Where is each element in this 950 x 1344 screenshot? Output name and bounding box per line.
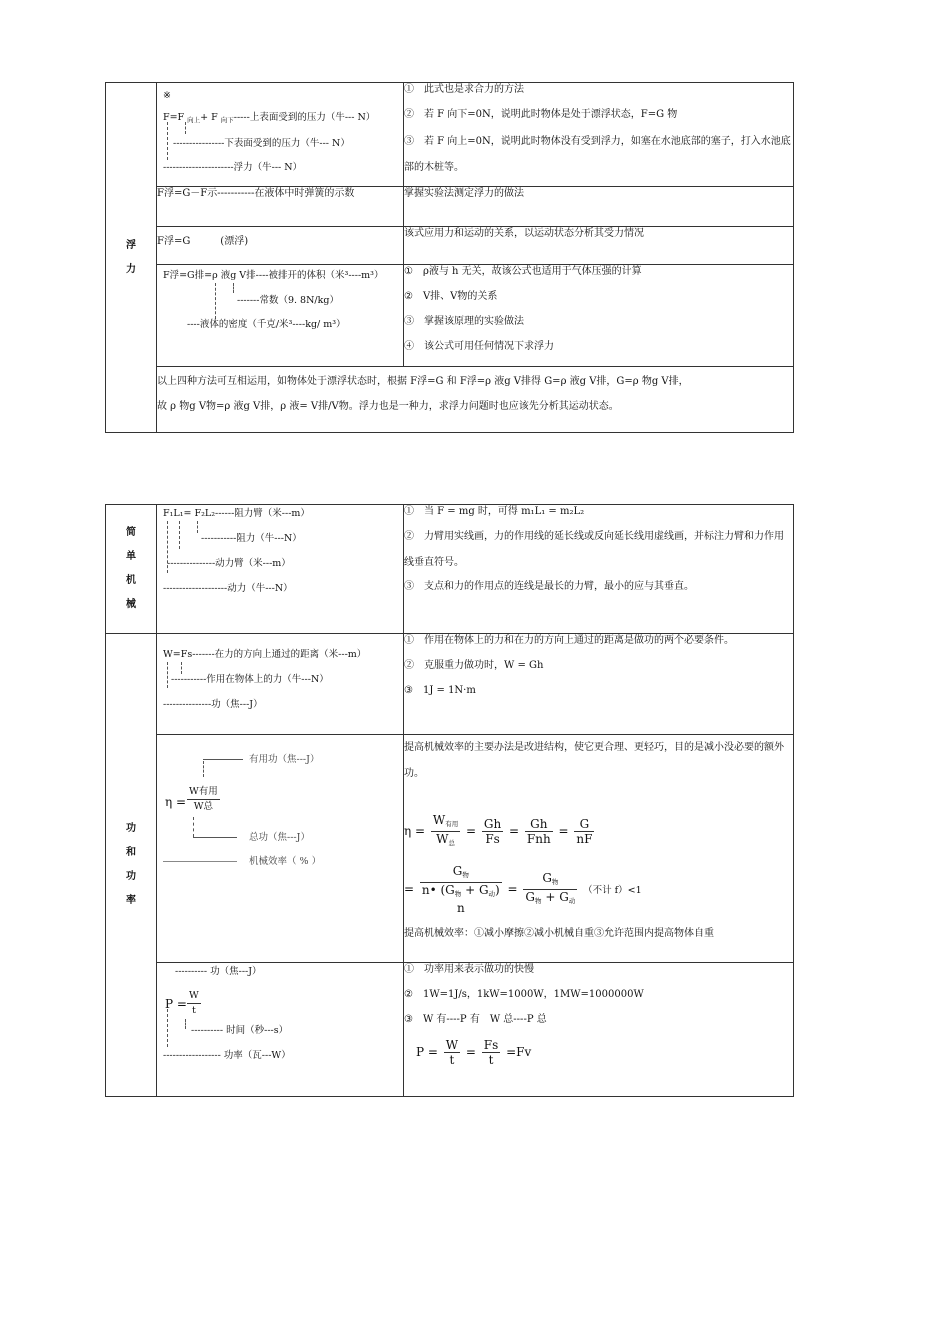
efficiency-equation-1: η = $\frac{W_{有用}}{W_总}$ = $\frac{Gh}{Fs}$ = $\frac{Gh}{\text{Fnh}}$ = $\frac{G}{nF}$: [404, 813, 593, 847]
mechanics-table: [105, 504, 794, 1097]
buoyancy-category: 浮 力: [106, 83, 157, 433]
power-notes: ① 功率用来表示做功的快慢 ② 1W=1J/s，1kW=1000W，1MW=1000000W ③ W 有----P 有 W 总----P 总 P = $\frac{W}{t}$ = $\frac{Fs}{t}$ =Fv: [404, 963, 794, 1097]
work-notes: ① 作用在物体上的力和在力的方向上通过的距离是做功的两个必要条件。 ② 克服重力做功时，W = Gh ③ 1J = 1N·m: [404, 634, 794, 735]
buoyancy-notes-1: ① 此式也是求合力的方法 ② 若 F 向下=0N，说明此时物体是处于漂浮状态，F=G 物 ③ 若 F 向上=0N，说明此时物体没有受到浮力，如塞在水池底部的塞子，打入水池底部的木桩等。: [404, 83, 794, 187]
efficiency-equation-2: = $G_物$ n• $(G_物 + G_动)$ n = $\frac{G_物}{G_物 + G_动}$ （不计 f）<1: [404, 864, 642, 915]
buoyancy-table: [105, 82, 794, 433]
buoyancy-notes-4: ① ρ液与 h 无关，故该公式也适用于气体压强的计算 ② V排、V物的关系 ③ 掌握该原理的实验做法 ④ 该公式可用任何情况下求浮力: [404, 265, 794, 367]
machines-category: 简 单 机 械: [106, 505, 157, 634]
lever-formula: F₁L₁= F₂L₂------阻力臂（米---m） -----------阻力（牛---N） ---------------动力臂（米---m） --------------------动力（牛---N）: [157, 505, 404, 634]
buoyancy-formula-pressure: ※ F=F $_{向上}$+ F $_{向下}$-----上表面受到的压力（牛--- N） ----------------下表面受到的压力（牛--- N） ----------------------浮力（牛--- N）: [157, 83, 404, 187]
work-category: 功 和 功 率: [106, 634, 157, 1097]
buoyancy-notes-2: 掌握实验法测定浮力的做法: [404, 187, 794, 227]
efficiency-notes: 提高机械效率的主要办法是改进结构，使它更合理、更轻巧，目的是减小没必要的额外功。 η = $\frac{W_{有用}}{W_总}$ = $\frac{Gh}{Fs}$ = $\frac{Gh}{\text{Fnh}}$ = $\frac{G}{nF}$ = $G_物$ n• $(G_物 + G_动)$ n = $\frac{G_物}{G_物 + G_动}$ （不计 f）<1 提高机械效率：①减小摩擦②减小机械自重③允许范围内提高物体自重: [404, 735, 794, 963]
buoyancy-formula-float: F浮=G (漂浮): [157, 227, 404, 265]
lever-notes: ① 当 F = mg 时，可得 m₁L₁ = m₂L₂ ② 力臂用实线画，力的作用线的延长线或反向延长线用虚线画，并标注力臂和力作用线垂直符号。 ③ 支点和力的作用点的连线是最长的力臂，最小的应与其垂直。: [404, 505, 794, 634]
buoyancy-summary: 以上四种方法可互相运用，如物体处于漂浮状态时，根据 F浮=G 和 F浮=ρ 液g V排得 G=ρ 液g V排，G=ρ 物g V排， 故 ρ 物g V物=ρ 液g V排，ρ 液= V排/V物。浮力也是一种力，求浮力问题时也应该先分析其运动状态。: [157, 367, 794, 433]
buoyancy-formula-archimedes: F浮=G排=ρ 液g V排----被排开的体积（米³----m³） -------常数（9. 8N/kg） ----液体的密度（千克/米³----kg/ m³）: [157, 265, 404, 367]
power-equation: P = $\frac{W}{t}$ = $\frac{Fs}{t}$ =Fv: [416, 1038, 532, 1067]
power-formula: ---------- 功（焦---J） P = $\frac{W}{t}$ ---------- 时间（秒---s） ------------------ 功率（瓦---W）: [157, 963, 404, 1097]
work-formula: W=Fs-------在力的方向上通过的距离（米---m） -----------作用在物体上的力（牛---N） ---------------功（焦---J）: [157, 634, 404, 735]
buoyancy-formula-spring: F浮=G－F示-----------在液体中时弹簧的示数: [157, 187, 404, 227]
efficiency-formula: 有用功（焦---J） η = $\frac{\text{W有用}}{\text{W总}}$ 总功（焦---J） 机械效率（ % ）: [157, 735, 404, 963]
buoyancy-notes-3: 该式应用力和运动的关系，以运动状态分析其受力情况: [404, 227, 794, 265]
